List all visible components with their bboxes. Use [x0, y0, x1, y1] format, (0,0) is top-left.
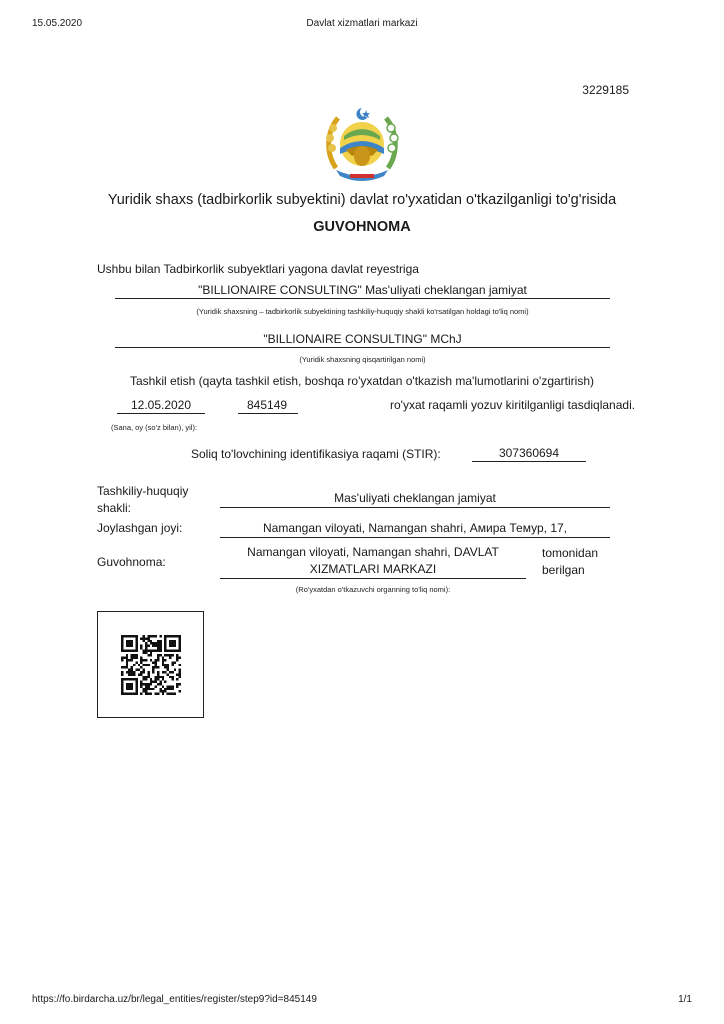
registration-date: 12.05.2020: [130, 398, 192, 412]
state-emblem-icon: [322, 104, 402, 184]
qr-code-icon: [121, 635, 181, 695]
print-title: Davlat xizmatlari markazi: [306, 18, 418, 29]
full-name-line: [115, 298, 610, 299]
address-value: Namangan viloyati, Namangan shahri, Амира Темур, 17,: [262, 521, 568, 535]
intro-text: Ushbu bilan Tadbirkorlik subyektlari yagona davlat reyestriga: [97, 262, 419, 276]
registration-text: ro'yxat raqamli yozuv kiritilganligi tasdiqlanadi.: [390, 398, 636, 412]
registration-date-line: [117, 413, 205, 414]
issuer-suffix-line1: tomonidan: [542, 546, 599, 560]
issuer-line: [220, 578, 526, 579]
document-title: GUVOHNOMA: [313, 219, 411, 235]
print-date: 15.05.2020: [32, 18, 83, 29]
address-label: Joylashgan joyi:: [97, 521, 183, 535]
issuer-caption: (Ro'yxatdan o'tkazuvchi organning to'liq nomi):: [295, 585, 451, 594]
action-text: Tashkil etish (qayta tashkil etish, boshqa ro'yxatdan o'tkazish ma'lumotlarini o'zgartirish): [129, 374, 595, 388]
registration-date-caption: (Sana, oy (so'z bilan), yil):: [111, 423, 198, 432]
print-url: https://fo.birdarcha.uz/br/legal_entities/register/step9?id=845149: [32, 994, 317, 1005]
document-number: 3229185: [582, 83, 629, 97]
stir-value: 307360694: [498, 446, 560, 460]
print-page-number: 1/1: [678, 994, 692, 1005]
address-line: [220, 537, 610, 538]
qr-code-frame: [97, 611, 204, 718]
issuer-label: Guvohnoma:: [97, 555, 166, 569]
form-label-line1: Tashkiliy-huquqiy: [97, 484, 189, 498]
issuer-value-line1: Namangan viloyati, Namangan shahri, DAVLAT: [247, 545, 499, 559]
form-label-line2: shakli:: [97, 501, 132, 515]
short-name-line: [115, 347, 610, 348]
registration-number: 845149: [247, 398, 288, 412]
full-name: "BILLIONAIRE CONSULTING" Mas'uliyati cheklangan jamiyat: [198, 283, 527, 297]
short-name-caption: (Yuridik shaxsning qisqartirilgan nomi): [299, 355, 426, 364]
stir-label: Soliq to'lovchining identifikasiya raqami (STIR):: [191, 447, 441, 461]
full-name-caption: (Yuridik shaxsning – tadbirkorlik subyektining tashkiliy-huquqiy shakli ko'rsatilgan holdagi to'liq nomi): [196, 307, 529, 316]
registration-number-line: [238, 413, 298, 414]
issuer-suffix-line2: berilgan: [542, 563, 585, 577]
form-value: Mas'uliyati cheklangan jamiyat: [334, 491, 496, 505]
issuer-value-line2: XIZMATLARI MARKAZI: [309, 562, 437, 576]
stir-line: [472, 461, 586, 462]
form-line: [220, 507, 610, 508]
document-heading: Yuridik shaxs (tadbirkorlik subyektini) davlat ro'yxatidan o'tkazilganligi to'g'risida: [107, 192, 617, 208]
short-name: "BILLIONAIRE CONSULTING" MChJ: [263, 332, 462, 346]
